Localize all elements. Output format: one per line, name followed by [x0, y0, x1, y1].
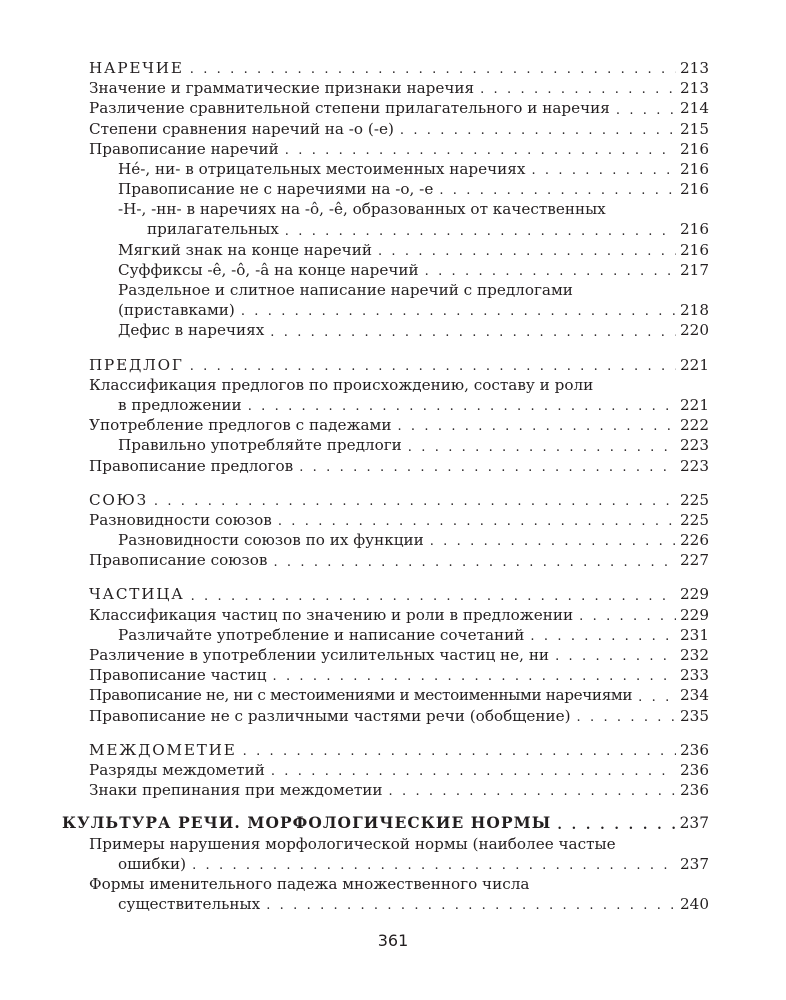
page-number: 221: [680, 395, 709, 414]
entry-title: Суффиксы -е̂, -о̂, -а̂ на конце наречий: [118, 260, 419, 279]
page-number: 223: [680, 456, 709, 475]
page-number: 236: [680, 781, 709, 800]
page-number: 213: [680, 58, 709, 77]
toc-entry[interactable]: [89, 665, 709, 685]
toc-entry[interactable]: [89, 456, 709, 476]
page-number: 223: [680, 436, 709, 455]
entry-title: Различение в употреблении усилительных частиц не, ни: [89, 646, 550, 665]
entry-title: Не́-, ни- в отрицательных местоименных наречиях: [118, 159, 526, 178]
toc-entry[interactable]: [89, 78, 709, 98]
entry-title: Разновидности союзов по их функции: [118, 531, 424, 550]
entry-title: Различайте употребление и написание сочетаний: [118, 625, 525, 644]
entry-title: Правописание предлогов: [89, 456, 294, 475]
entry-title-line2: ошибки): [118, 854, 187, 873]
page-number: 231: [680, 625, 709, 644]
toc-entry[interactable]: [89, 760, 709, 780]
entry-title-line1: Классификация предлогов по происхождению, составу и роли: [89, 375, 594, 394]
entry-title: Правописание не с различными частями речи (обобщение): [89, 706, 571, 725]
page-number: 232: [680, 646, 709, 665]
page-number: 236: [680, 760, 709, 779]
toc-section-heading[interactable]: [89, 490, 709, 510]
chapter-title: КУЛЬТУРА РЕЧИ. МОРФОЛОГИЧЕСКИЕ НОРМЫ: [62, 814, 552, 833]
page-number: 234: [680, 686, 709, 705]
toc-entry[interactable]: [89, 510, 709, 530]
page-number: 216: [680, 180, 709, 199]
page-number: 215: [680, 119, 709, 138]
toc-entry[interactable]: [89, 119, 709, 139]
page-number: 222: [680, 416, 709, 435]
toc-entry[interactable]: [89, 706, 709, 726]
page-number: 240: [680, 895, 709, 914]
page-number: 214: [680, 99, 709, 118]
page-number: 220: [680, 321, 709, 340]
toc-chapter-heading[interactable]: [62, 813, 709, 833]
entry-title: Дефис в наречиях: [118, 321, 265, 340]
page-number: 233: [680, 666, 709, 685]
toc-subentry-multiline[interactable]: [89, 199, 709, 239]
page-number: 217: [680, 260, 709, 279]
section-title: СОЮЗ: [89, 490, 148, 509]
entry-title: Разновидности союзов: [89, 510, 272, 529]
page-number: 216: [680, 159, 709, 178]
toc-subentry[interactable]: [89, 179, 709, 199]
page-folio: 361: [377, 931, 409, 950]
page-number: 237: [679, 814, 709, 833]
entry-title-line1: -Н-, -нн- в наречиях на -о̂, -е̂, образованных от качественных: [118, 200, 606, 219]
page-number: 225: [680, 490, 709, 509]
toc-subentry[interactable]: [89, 530, 709, 550]
toc-section-heading[interactable]: [89, 740, 709, 760]
entry-title: Степени сравнения наречий на -о (-е): [89, 119, 394, 138]
toc-entry[interactable]: [89, 139, 709, 159]
page-number: 213: [680, 79, 709, 98]
entry-title-line1: Раздельное и слитное написание наречий с предлогами: [118, 281, 573, 300]
entry-title: Значение и грамматические признаки наречия: [89, 79, 475, 98]
page-number: 229: [680, 605, 709, 624]
toc-subentry[interactable]: [89, 159, 709, 179]
entry-title: Знаки препинания при междометии: [89, 781, 383, 800]
page-number: 221: [680, 355, 709, 374]
toc-entry-multiline[interactable]: [89, 874, 709, 914]
toc-section-heading[interactable]: [89, 58, 709, 78]
page-number: 216: [680, 220, 709, 239]
toc-subentry[interactable]: [89, 320, 709, 340]
section-title: НАРЕЧИЕ: [89, 58, 184, 77]
entry-title: Классификация частиц по значению и роли в предложении: [89, 605, 574, 624]
section-title: МЕЖДОМЕТИЕ: [89, 740, 237, 759]
page-number: 235: [680, 706, 709, 725]
toc-entry[interactable]: [89, 780, 709, 800]
entry-title: Правописание не, ни с местоимениями и местоименными наречиями: [89, 686, 633, 705]
toc-entry[interactable]: [89, 415, 709, 435]
toc-entry[interactable]: [89, 645, 709, 665]
entry-title-line1: Примеры нарушения морфологической нормы (наиболее частые: [89, 834, 616, 853]
toc-entry-multiline[interactable]: [89, 834, 709, 874]
entry-title-line2: прилагательных: [147, 220, 279, 239]
page-number: 225: [680, 510, 709, 529]
entry-title-line2: существительных: [118, 895, 261, 914]
toc-subentry[interactable]: [89, 260, 709, 280]
section-title: ПРЕДЛОГ: [89, 355, 184, 374]
toc-entry-multiline[interactable]: [89, 375, 709, 415]
toc-entry[interactable]: [89, 605, 709, 625]
page-number: 218: [680, 301, 709, 320]
toc-section-heading[interactable]: [89, 585, 709, 605]
entry-title: Различение сравнительной степени прилагательного и наречия: [89, 99, 610, 118]
page-number: 216: [680, 240, 709, 259]
section-title: ЧАСТИЦА: [89, 585, 185, 604]
entry-title: Правописание наречий: [89, 139, 279, 158]
page-number: 229: [680, 585, 709, 604]
table-of-contents: [62, 58, 709, 914]
toc-subentry[interactable]: [89, 435, 709, 455]
toc-subentry-multiline[interactable]: [89, 280, 709, 320]
page-number: 227: [680, 551, 709, 570]
entry-title: Правописание частиц: [89, 666, 267, 685]
entry-title: Правильно употребляйте предлоги: [118, 436, 402, 455]
entry-title-line2: (приставками): [118, 301, 235, 320]
toc-entry[interactable]: [89, 550, 709, 570]
toc-section-heading[interactable]: [89, 355, 709, 375]
entry-title: Мягкий знак на конце наречий: [118, 240, 372, 259]
toc-subentry[interactable]: [89, 625, 709, 645]
entry-title: Разряды междометий: [89, 760, 265, 779]
page-number: 236: [680, 740, 709, 759]
page-number: 216: [680, 139, 709, 158]
entry-title-line2: в предложении: [118, 395, 242, 414]
entry-title: Правописание не с наречиями на -о, -е: [118, 180, 434, 199]
entry-title-line1: Формы именительного падежа множественного числа: [89, 874, 530, 893]
toc-entry[interactable]: [89, 98, 709, 118]
toc-subentry[interactable]: [89, 240, 709, 260]
page-number: 237: [680, 854, 709, 873]
entry-title: Употребление предлогов с падежами: [89, 416, 392, 435]
page-number: 226: [680, 531, 709, 550]
entry-title: Правописание союзов: [89, 551, 268, 570]
toc-entry[interactable]: [89, 685, 709, 705]
